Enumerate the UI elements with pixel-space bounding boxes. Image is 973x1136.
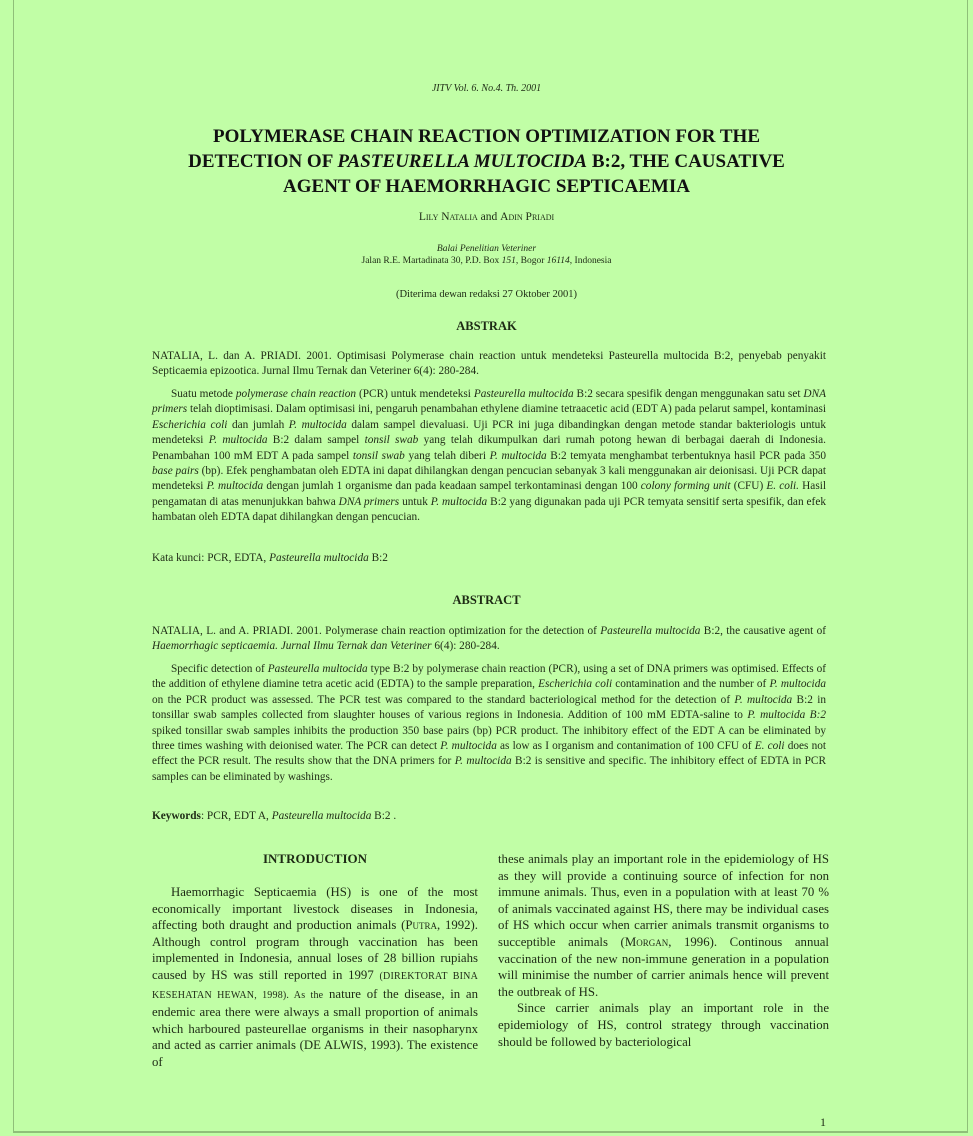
author-2: Adin Priadi bbox=[500, 211, 555, 223]
title-text: DETECTION OF bbox=[188, 151, 338, 172]
text-span: P. multocida bbox=[206, 480, 264, 493]
text-span: B:2 yang digunakan pada uji PCR temyata sensitif serta spesifik, dan efek hambatan oleh EDTA dapat dihilangkan dengan pencucian. bbox=[152, 495, 826, 524]
text-span: E. coli. bbox=[766, 480, 799, 493]
text-span: untuk bbox=[399, 495, 431, 508]
introduction-column-2 bbox=[498, 851, 829, 1050]
text-span: tonsil swab bbox=[364, 434, 419, 447]
address bbox=[0, 255, 973, 267]
text-span: Keywords bbox=[152, 810, 201, 822]
authors bbox=[0, 211, 973, 223]
text-span: B:2, the causative agent of bbox=[700, 625, 826, 637]
text-span: B:2 secara spesifik dengan menggunakan satu set bbox=[573, 388, 804, 400]
text-span: DNA primers bbox=[152, 388, 827, 416]
text-span: telah dioptimisasi. Dalam optimisasi ini, pengaruh penambahan ethylene diamine tetraacetic acid (EDT A) pada pelarut sampel, kontaminasi bbox=[187, 403, 826, 416]
title-line-2 bbox=[0, 149, 973, 174]
text-span: B:2 is sensitive and specific. The inhibitory effect of EDTA in PCR samples can be eliminated by washings. bbox=[152, 755, 827, 783]
abstrak-citation: NATALIA, L. dan A. PRIADI. 2001. Optimisasi Polymerase chain reaction untuk mendeteksi Pasteurella multocida B:2, penyebab penyakit Septicaemia epizootica. Jurnal Ilmu Ternak dan Veteriner 6(4): 280-284. bbox=[152, 350, 826, 378]
text-span: P. multocida bbox=[430, 495, 488, 508]
po-box: 151 bbox=[501, 256, 516, 266]
introduction-heading: INTRODUCTION bbox=[262, 851, 367, 866]
text-span: , 1992). Although control program through vaccination has been implemented in Indonesia, annual loses of 28 billion rupiahs caused by HS was still reported in 1997 bbox=[152, 918, 479, 982]
text-span: P. multocida bbox=[489, 449, 547, 462]
text-span: P. multocida bbox=[440, 740, 497, 753]
text-span: yang telah dikumpulkan dari rumah potong hewan di berbagai daerah di Indonesia. Penambahan 100 mM EDT A pada sampel bbox=[152, 434, 826, 462]
text-span: Pasteurella multocida bbox=[271, 810, 372, 822]
page-number: 1 bbox=[820, 1115, 826, 1129]
abstrak-keywords bbox=[152, 551, 826, 566]
paper-title bbox=[0, 124, 973, 199]
text-span: Pasteurella multocida bbox=[600, 625, 701, 637]
received-date: (Diterima dewan redaksi 27 Oktober 2001) bbox=[395, 289, 578, 300]
text-span: B:2 dalam sampel bbox=[267, 434, 365, 447]
text-span: (bp). Efek penghambatan oleh EDTA ini dapat dihilangkan dengan pencucian sebanyak 3 kali menggunakan air deionisasi. Uji PCR dapat mendeteksi bbox=[152, 465, 826, 493]
text-span: : PCR, EDT A, bbox=[200, 810, 272, 822]
text-span: B:2 . bbox=[371, 810, 397, 822]
citation-ref: Morgan bbox=[624, 934, 669, 949]
address-text: , Indonesia bbox=[569, 256, 612, 266]
text-span: P. multocida bbox=[734, 693, 793, 706]
paragraph: Since carrier animals play an important role in the epidemiology of HS, control strategy through vaccination should be followed by bacteriological bbox=[498, 1001, 829, 1049]
text-span: Escherichia coli bbox=[152, 418, 228, 431]
abstract-body bbox=[152, 662, 826, 785]
text-span: spiked tonsillar swab samples inhibits the production 350 base pairs (bp) PCR product. The inhibitory effect of the EDT A can be eliminated by three times washing with deionised water. The PCR can detect bbox=[152, 724, 826, 753]
text-span: P. multocida B:2 bbox=[747, 709, 826, 722]
text-span: (PCR) untuk mendeteksi bbox=[356, 388, 474, 400]
abstrak-body bbox=[152, 387, 826, 526]
text-span: polymerase chain reaction bbox=[235, 388, 357, 400]
text-span: colony forming unit bbox=[640, 480, 731, 493]
postcode: 16114 bbox=[546, 256, 570, 266]
text-span: these animals play an important role in the epidemiology of HS as they will provide a continuing source of infection for non immune animals. Thus, even in a population with at least 70 % of animals vaccinated against HS, there may be individual cases of HS which occur when carrier animals transmit organisms to succeptible animals ( bbox=[498, 852, 829, 949]
text-span: P. multocida bbox=[208, 434, 268, 447]
text-span: P. multocida bbox=[769, 678, 826, 691]
institute: Balai Penelitian Veteriner bbox=[436, 244, 537, 254]
title-line-1: POLYMERASE CHAIN REACTION OPTIMIZATION FOR THE bbox=[212, 126, 761, 147]
introduction-column-1 bbox=[152, 884, 478, 1071]
text-span: Pasteurella multocida bbox=[267, 663, 368, 675]
abstrak-heading: ABSTRAK bbox=[456, 319, 517, 333]
text-span: Escherichia coli bbox=[538, 678, 613, 691]
text-span: , 1996). Continous annual vaccination of the new non-immune generation in a population will minimise the number of carrier animals hence will prevent the outbreak of HS. bbox=[498, 934, 829, 999]
text-span: base pairs bbox=[152, 465, 199, 478]
author-joiner: and bbox=[477, 211, 501, 223]
abstract-keywords bbox=[152, 809, 826, 824]
text-span: Pasteurella multocida bbox=[473, 388, 574, 400]
abstract-citation bbox=[152, 624, 826, 655]
address-text: Jalan R.E. Martadinata 30, P.D. Box bbox=[361, 256, 502, 266]
text-span: does not effect the PCR result. The results show that the DNA primers for bbox=[152, 740, 827, 768]
title-species: PASTEURELLA MULTOCIDA bbox=[337, 151, 588, 172]
text-span: Kata kunci: PCR, EDTA, bbox=[152, 552, 270, 564]
citation-ref: Putra bbox=[405, 918, 438, 933]
title-line-3: AGENT OF HAEMORRHAGIC SEPTICAEMIA bbox=[283, 176, 690, 197]
address-text: , Bogor bbox=[515, 256, 547, 266]
text-span: DNA primers bbox=[338, 495, 400, 508]
text-span: Specific detection of bbox=[171, 663, 268, 675]
text-span: Pasteurella multocida bbox=[269, 552, 369, 564]
text-span: Suatu metode bbox=[171, 388, 236, 400]
text-span: nature of the disease, in an endemic area there were always a small proportion of animals which harboured pasteurellae organisms in their nasopharynx and acted as carrier animals (DE ALWIS, 1993). The existence of bbox=[152, 986, 478, 1069]
text-span: NATALIA, L. and A. PRIADI. 2001. Polymerase chain reaction optimization for the detection of bbox=[152, 625, 601, 637]
text-span: Hasil pengamatan di atas menunjukkan bahwa bbox=[152, 480, 826, 508]
abstract-heading: ABSTRACT bbox=[452, 593, 521, 607]
text-span: B:2 temyata menghambat terbentuknya hasil PCR pada 350 bbox=[546, 449, 827, 462]
text-span: B:2 bbox=[368, 552, 388, 564]
author-1: Lily Natalia bbox=[418, 211, 478, 223]
text-span: dan jumlah bbox=[227, 418, 289, 431]
text-span: Haemorrhagic septicaemia. Jurnal Ilmu Ternak dan Veteriner bbox=[152, 640, 432, 653]
citation-ref: (DIREKTORAT BINA KESEHATAN HEWAN, 1998). As the bbox=[152, 970, 479, 1001]
running-head: JITV Vol. 6. No.4. Th. 2001 bbox=[431, 83, 542, 94]
text-span: Haemorrhagic Septicaemia (HS) is one of the most economically important livestock diseases in Indonesia, affecting both draught and production animals ( bbox=[152, 885, 478, 933]
text-span: (CFU) bbox=[730, 480, 767, 493]
text-span: contamination and the number of bbox=[612, 678, 770, 691]
text-span: dengan jumlah 1 organisme dan pada keadaan sampel terkontaminasi dengan 100 bbox=[263, 480, 641, 493]
text-span: P. multocida bbox=[454, 755, 512, 768]
text-span: B:2 in tonsillar swab samples collected from slaughter houses of various regions in Indonesia. Addition of 100 mM EDTA-saline to bbox=[152, 693, 826, 722]
text-span: on the PCR product was assessed. The PCR test was compared to the standard bacteriological method for the detection of bbox=[152, 693, 735, 706]
text-span: 6(4): 280-284. bbox=[431, 640, 500, 653]
text-span: dalam sampel dievaluasi. Uji PCR ini juga dibandingkan dengan metode standar bakteriologis untuk mendeteksi bbox=[152, 418, 826, 447]
affiliation bbox=[0, 243, 973, 267]
text-span: as low as I organism and contanimation of 100 CFU of bbox=[496, 740, 755, 753]
text-span: E. coli bbox=[754, 740, 785, 753]
text-span: type B:2 by polymerase chain reaction (PCR), using a set of DNA primers was optimised. Effects of the addition of ethylene diamine tetra acetic acid (EDTA) to the sample preparation, bbox=[152, 663, 826, 691]
text-span: yang telah diberi bbox=[404, 449, 490, 462]
text-span: tonsil swab bbox=[352, 449, 405, 462]
title-text: B:2, THE CAUSATIVE bbox=[587, 151, 785, 172]
text-span: P. multocida bbox=[288, 418, 347, 431]
